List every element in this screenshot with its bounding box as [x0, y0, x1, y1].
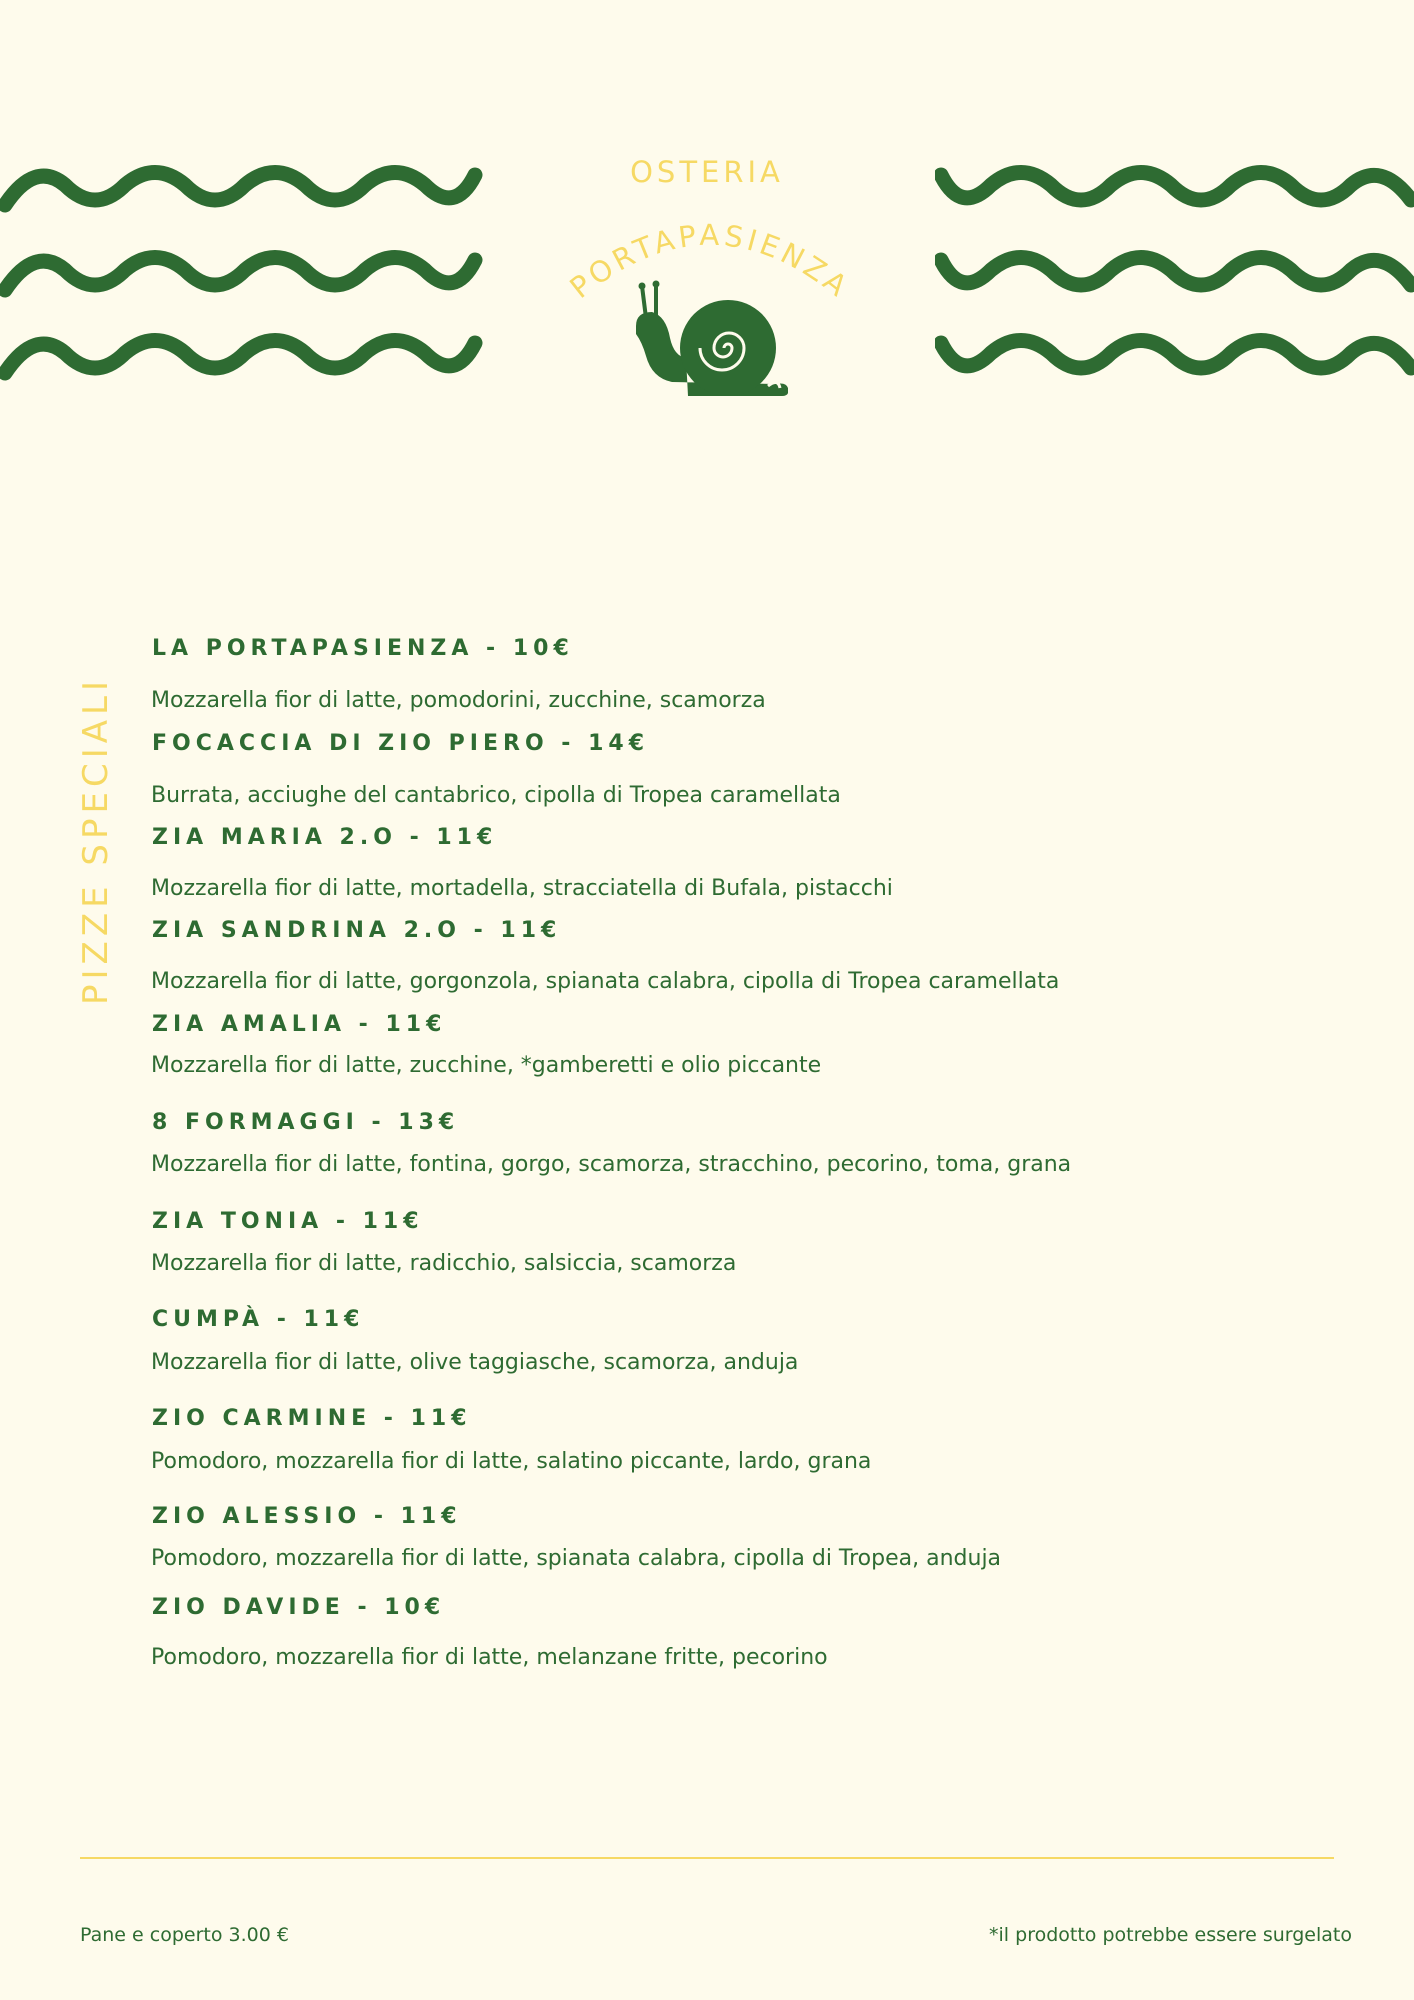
- brand-top-text: OSTERIA: [630, 155, 784, 189]
- menu-item-description: Mozzarella fior di latte, gorgonzola, spianata calabra, cipolla di Tropea caramellata: [151, 969, 1060, 994]
- svg-text:PORTAPASIENZA: PORTAPASIENZA: [563, 217, 857, 306]
- section-title: PIZZE SPECIALI: [76, 676, 116, 1005]
- menu-item-name: ZIO CARMINE - 11€: [152, 1406, 472, 1431]
- menu-item-description: Mozzarella fior di latte, pomodorini, zucchine, scamorza: [151, 688, 766, 713]
- menu-item-description: Pomodoro, mozzarella fior di latte, spianata calabra, cipolla di Tropea, anduja: [151, 1546, 1002, 1571]
- menu-item-name: FOCACCIA DI ZIO PIERO - 14€: [152, 731, 650, 756]
- menu-item-description: Burrata, acciughe del cantabrico, cipolla di Tropea caramellata: [151, 783, 841, 808]
- menu-item-description: Pomodoro, mozzarella fior di latte, salatino piccante, lardo, grana: [151, 1449, 872, 1474]
- menu-item-name: ZIA SANDRINA 2.O - 11€: [152, 918, 562, 943]
- menu-item-description: Mozzarella fior di latte, zucchine, *gamberetti e olio piccante: [151, 1053, 822, 1078]
- menu-item-name: CUMPÀ - 11€: [152, 1307, 365, 1332]
- footer-divider: [80, 1857, 1334, 1859]
- wave-decoration-right: [935, 160, 1414, 400]
- snail-icon: [628, 278, 788, 403]
- menu-item-name: 8 FORMAGGI - 13€: [152, 1110, 460, 1135]
- menu-item-description: Mozzarella fior di latte, radicchio, salsiccia, scamorza: [151, 1251, 737, 1276]
- wave-decoration-left: [0, 160, 485, 400]
- menu-item-name: ZIA TONIA - 11€: [152, 1209, 424, 1234]
- frozen-product-note: *il prodotto potrebbe essere surgelato: [989, 1924, 1352, 1946]
- menu-item-name: ZIO ALESSIO - 11€: [152, 1504, 462, 1529]
- menu-item-description: Mozzarella fior di latte, mortadella, stracciatella di Bufala, pistacchi: [151, 876, 893, 901]
- menu-item-name: ZIA AMALIA - 11€: [152, 1012, 447, 1037]
- menu-item-description: Mozzarella fior di latte, olive taggiasche, scamorza, anduja: [151, 1350, 799, 1375]
- menu-item-name: ZIO DAVIDE - 10€: [152, 1595, 446, 1620]
- menu-item-description: Pomodoro, mozzarella fior di latte, melanzane fritte, pecorino: [151, 1645, 828, 1670]
- menu-item-name: LA PORTAPASIENZA - 10€: [152, 636, 574, 661]
- menu-item-description: Mozzarella fior di latte, fontina, gorgo, scamorza, stracchino, pecorino, toma, grana: [151, 1152, 1072, 1177]
- menu-item-name: ZIA MARIA 2.O - 11€: [152, 825, 498, 850]
- cover-charge-note: Pane e coperto 3.00 €: [80, 1924, 289, 1946]
